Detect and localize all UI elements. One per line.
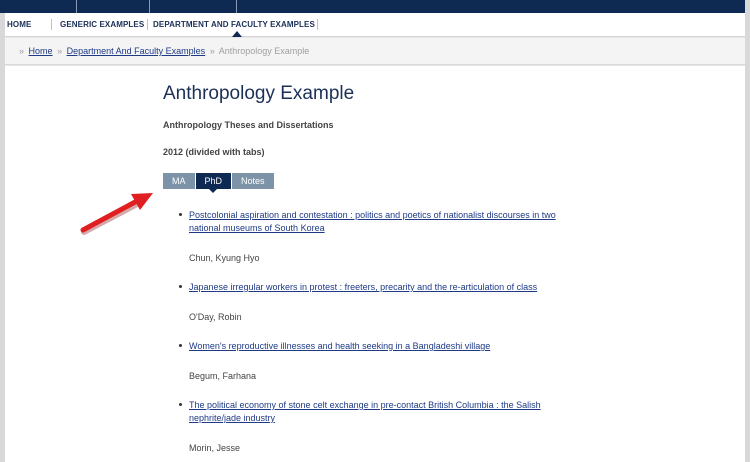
main-content [5, 66, 745, 462]
tab-phd[interactable] [196, 173, 232, 189]
degree-tabs [163, 173, 275, 189]
nav-generic-examples[interactable]: GENERIC EXAMPLES [60, 20, 145, 29]
tab-phd-label: PhD [204, 176, 223, 186]
thesis-title-link[interactable]: The political economy of stone celt exchange in pre-contact British Columbia : the Salish nephrite/jade industry [189, 400, 541, 423]
list-item [189, 340, 559, 382]
breadcrumb [5, 38, 745, 65]
active-tab-notch-icon [209, 189, 217, 193]
nav-department-faculty-examples[interactable]: DEPARTMENT AND FACULTY EXAMPLES [153, 20, 315, 29]
tab-notes[interactable]: Notes [232, 173, 274, 189]
bullet-icon [179, 344, 182, 347]
breadcrumb-separator: » [19, 46, 25, 56]
breadcrumb-separator: » [209, 46, 215, 56]
thesis-title-link[interactable]: Women's reproductive illnesses and health seeking in a Bangladeshi village [189, 341, 491, 351]
page-subtitle: Anthropology Theses and Dissertations [163, 120, 334, 130]
list-item [189, 209, 559, 264]
breadcrumb-department-link[interactable]: Department And Faculty Examples [66, 46, 206, 56]
thesis-author: Begum, Farhana [189, 371, 257, 381]
bullet-icon [179, 285, 182, 288]
bullet-icon [179, 213, 182, 216]
right-page-gutter [745, 0, 750, 462]
nav-divider [317, 19, 318, 30]
nav-active-caret-icon [232, 31, 242, 37]
breadcrumb-home-link[interactable]: Home [28, 46, 53, 56]
banner-divider [76, 0, 77, 13]
breadcrumb-current: Anthropology Example [218, 46, 310, 56]
thesis-author: O'Day, Robin [189, 312, 242, 322]
tab-ma[interactable]: MA [163, 173, 195, 189]
red-arrow-icon [77, 190, 161, 238]
page-title: Anthropology Example [163, 83, 355, 104]
list-item [189, 399, 559, 454]
thesis-title-link[interactable]: Japanese irregular workers in protest : freeters, precarity and the re-articulation of class [189, 282, 538, 292]
thesis-author: Morin, Jesse [189, 443, 241, 453]
banner-divider [236, 0, 237, 13]
thesis-title-link[interactable]: Postcolonial aspiration and contestation : politics and poetics of nationalist discourses in two national museums of South Korea [189, 210, 556, 233]
thesis-list [189, 209, 559, 462]
list-item [189, 281, 559, 323]
top-banner [0, 0, 750, 13]
main-navigation [5, 13, 745, 37]
nav-divider [147, 19, 148, 30]
nav-home[interactable]: HOME [7, 20, 32, 29]
banner-divider [149, 0, 150, 13]
thesis-author: Chun, Kyung Hyo [189, 253, 260, 263]
nav-divider [51, 19, 52, 30]
bullet-icon [179, 403, 182, 406]
breadcrumb-separator: » [57, 46, 63, 56]
year-heading: 2012 (divided with tabs) [163, 147, 265, 157]
